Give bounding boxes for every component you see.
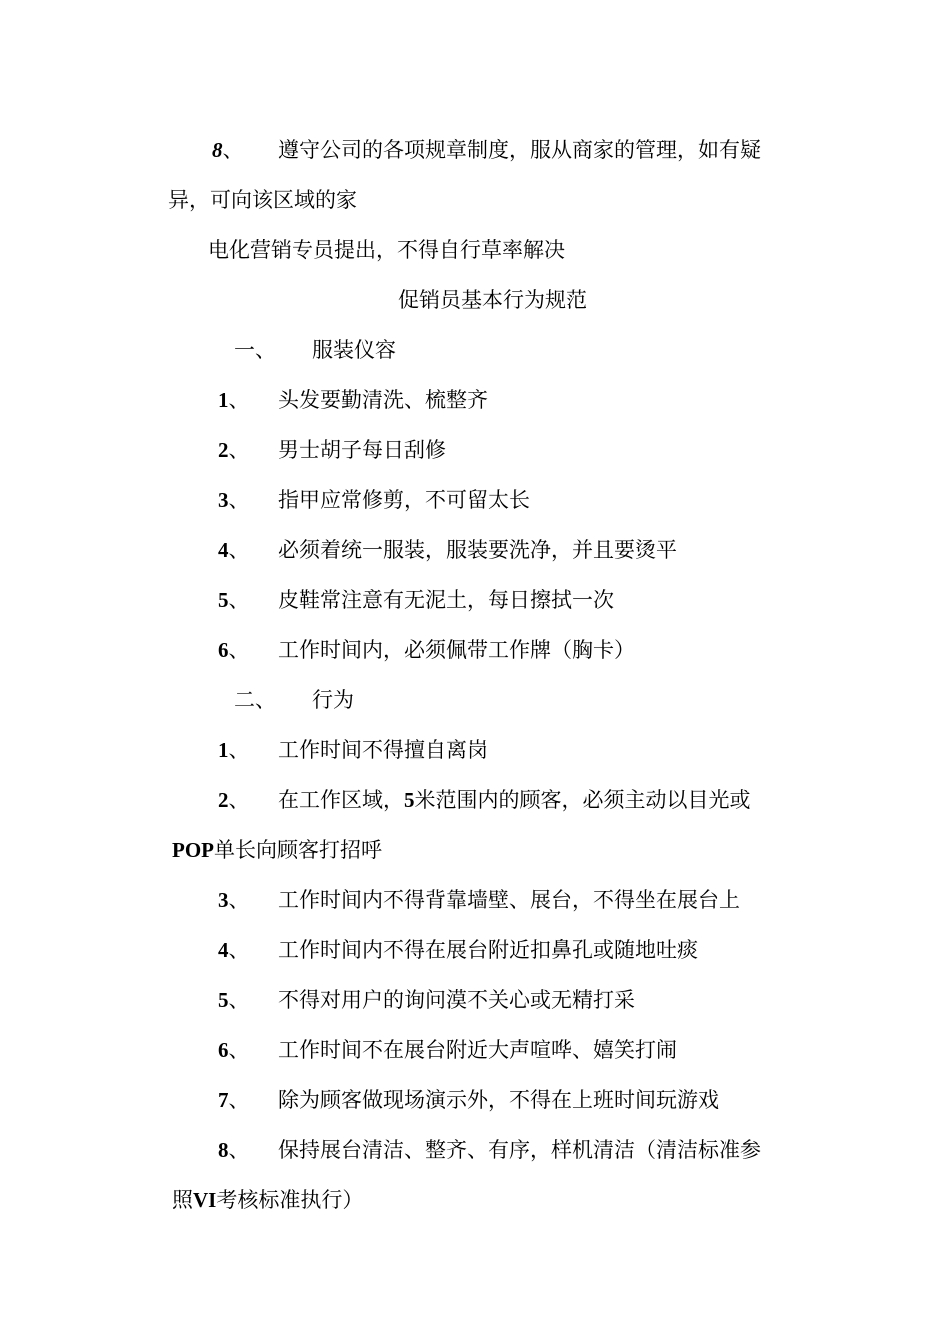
rule-8-text-a: 遵守公司的各项规章制度，服从商家的管理，如有疑 bbox=[278, 138, 761, 162]
list-item-number: 8、 bbox=[218, 1138, 250, 1162]
list-item-text: 工作时间不得擅自离岗 bbox=[278, 738, 488, 762]
list-item-number: 6、 bbox=[218, 638, 250, 662]
list-item-number: 3、 bbox=[218, 488, 250, 512]
list-item-text: 头发要勤清洗、梳整齐 bbox=[278, 388, 488, 412]
rule-8-text-b: 异，可向该区域的家 bbox=[168, 188, 357, 212]
list-item-text: 指甲应常修剪，不可留太长 bbox=[278, 488, 530, 512]
list-item-number: 7、 bbox=[218, 1088, 250, 1112]
section-1-number: 一、 bbox=[234, 338, 276, 362]
list-item-text: 工作时间内，必须佩带工作牌（胸卡） bbox=[278, 638, 635, 662]
list-item-text: 不得对用户的询问漠不关心或无精打采 bbox=[278, 988, 635, 1012]
list-item-text: 皮鞋常注意有无泥土，每日擦拭一次 bbox=[278, 588, 614, 612]
section-2-heading: 行为 bbox=[312, 688, 354, 712]
list-item-number: 2、 bbox=[218, 788, 250, 812]
list-item-text: 除为顾客做现场演示外，不得在上班时间玩游戏 bbox=[278, 1088, 719, 1112]
list-item-text: 工作时间内不得在展台附近扣鼻孔或随地吐痰 bbox=[278, 938, 698, 962]
list-item-text: 工作时间内不得背靠墙壁、展台，不得坐在展台上 bbox=[278, 888, 740, 912]
list-item-number: 5、 bbox=[218, 988, 250, 1012]
list-item-number: 4、 bbox=[218, 538, 250, 562]
list-item-text: 保持展台清洁、整齐、有序，样机清洁（清洁标准参 bbox=[278, 1138, 761, 1162]
list-item-number: 5、 bbox=[218, 588, 250, 612]
rule-8-number: 8 bbox=[212, 138, 223, 162]
section-2-number: 二、 bbox=[234, 688, 276, 712]
list-item-text: 男士胡子每日刮修 bbox=[278, 438, 446, 462]
list-item-number: 4、 bbox=[218, 938, 250, 962]
rule-8-line-1: 8、 bbox=[212, 138, 244, 162]
list-item-number: 3、 bbox=[218, 888, 250, 912]
document-title: 促销员基本行为规范 bbox=[398, 288, 587, 312]
list-item-text: 在工作区域，5米范围内的顾客，必须主动以目光或 bbox=[278, 788, 751, 812]
list-item-text: 工作时间不在展台附近大声喧哗、嬉笑打闹 bbox=[278, 1038, 677, 1062]
section-1-heading: 服装仪容 bbox=[312, 338, 396, 362]
list-item-text: 必须着统一服装，服装要洗净，并且要烫平 bbox=[278, 538, 677, 562]
rule-8-text-c: 电化营销专员提出，不得自行草率解决 bbox=[208, 238, 565, 262]
list-item-number: 1、 bbox=[218, 388, 250, 412]
list-item-number: 6、 bbox=[218, 1038, 250, 1062]
list-item-continuation: POP单长向顾客打招呼 bbox=[172, 838, 382, 862]
list-item-number: 1、 bbox=[218, 738, 250, 762]
list-item-number: 2、 bbox=[218, 438, 250, 462]
list-item-continuation: 照VI考核标准执行） bbox=[172, 1188, 364, 1212]
